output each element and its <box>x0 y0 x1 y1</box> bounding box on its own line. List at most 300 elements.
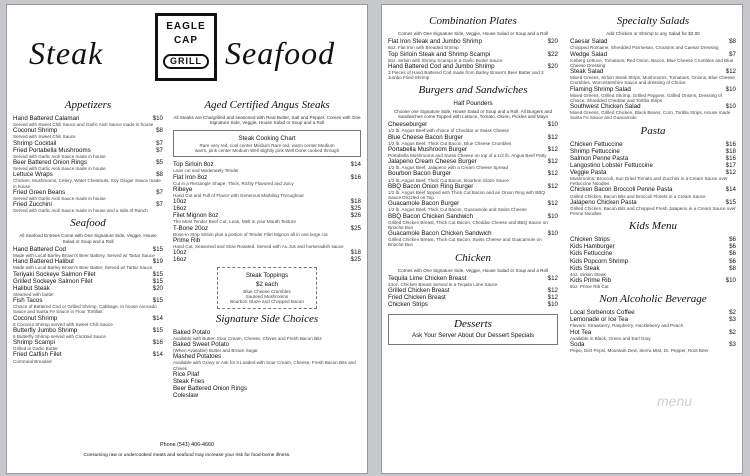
desserts-text: Ask Your Server About Our Dessert Specials <box>411 332 535 340</box>
item-price: $26 <box>350 212 361 220</box>
topping-item: Sauteed Mushrooms <box>245 294 289 300</box>
title-steak: Steak <box>29 35 104 71</box>
desserts-box <box>388 314 558 344</box>
item-price: $17 <box>725 161 736 169</box>
item-description: 8 Coconut Shrimp served with Sweet Chili Sauce <box>13 321 113 327</box>
menu-item <box>173 378 361 385</box>
menu-item-line <box>13 285 163 292</box>
menu-item <box>173 385 361 392</box>
item-price: $12 <box>547 170 558 178</box>
menu-item <box>13 147 163 159</box>
item-description: Grilled Chicken, Bacon Bits and Chopped Fresh Jalapeno in a Cream Sauce over Penne Noodles <box>570 205 736 217</box>
cooking-chart-title: Steak Cooking Chart <box>238 134 296 142</box>
menu-item-line <box>13 258 163 265</box>
menu-item <box>173 237 361 249</box>
seafood-list <box>13 246 163 364</box>
item-description: Grilled Chicken Breast, Thick Cut Bacon, Cheddar Cheese and BBQ Sauce on Brioche Bun <box>388 219 548 230</box>
item-description: 6oz. Prime Rib Cut <box>570 284 609 290</box>
kids-list <box>570 236 736 289</box>
menu-item-line <box>570 186 736 193</box>
sides-heading: Signature Side Choices <box>215 312 319 325</box>
toppings-title: Steak Toppings <box>245 272 289 280</box>
menu-item <box>173 329 361 341</box>
item-price: $12 <box>547 145 558 153</box>
item-price: $10 <box>547 212 558 220</box>
item-name: Cheeseburger <box>388 121 428 129</box>
item-price: $6 <box>729 243 736 251</box>
item-price: $16 <box>725 140 736 148</box>
menu-item-line <box>13 271 163 278</box>
item-name: Lemonade or Ice Tea <box>570 316 629 324</box>
menu-item <box>570 199 736 217</box>
cooking-chart <box>173 130 361 158</box>
title-seafood: Seafood <box>225 35 336 71</box>
menu-item <box>570 186 736 198</box>
steaks-heading: Aged Certified Angus Steaks <box>204 99 330 111</box>
menu-item-line <box>570 51 736 58</box>
item-price: $7 <box>156 139 163 147</box>
menu-item-line <box>570 329 736 336</box>
item-name: Grilled Chicken Breast <box>388 287 450 295</box>
menu-item-line <box>570 258 736 265</box>
item-name: Shrimp Fettuccine <box>570 147 620 155</box>
menu-item <box>13 189 163 201</box>
menu-item <box>13 327 163 339</box>
menu-item-line <box>570 243 736 250</box>
item-price: $12 <box>547 287 558 295</box>
burgers-note: Choose one Signature Side, House Salad or Soup and a Roll. All Burgers and Sandwiches come Topped with Lettuce, Tomato, Onion, Pickles and Mayo <box>393 108 553 119</box>
steak-toppings-box <box>217 267 317 308</box>
item-name: Kids Steak <box>570 264 600 272</box>
item-price: $8 <box>156 171 163 179</box>
item-description: (When Available) Butter and Brown Sugar <box>173 348 258 354</box>
topping-item: Blue Cheese Crumbles <box>243 289 291 295</box>
menu-item <box>13 297 163 315</box>
item-price: $15 <box>152 270 163 278</box>
item-description: Chicken, Mushrooms, Celery, Water Chestnuts, Soy Ginger Sauce made in house <box>13 178 161 189</box>
menu-item-line <box>388 287 558 294</box>
item-price: $7 <box>156 201 163 209</box>
item-price: $10 <box>725 276 736 284</box>
menu-item-line <box>388 213 558 220</box>
menu-page-right <box>381 4 743 474</box>
item-description: 8oz. Sirloin with Shrimp Scampi in a Garlic Butter Sauce <box>388 57 503 63</box>
menu-item <box>388 230 558 248</box>
menu-item-line <box>388 275 558 282</box>
item-description: Grilled Chicken Breast, Thick Cut Bacon, Swiss Cheese and Guacamole on Brioche Bun <box>388 237 542 248</box>
item-price: $5 <box>156 158 163 166</box>
seafood-note: All Seafood Entrees Come with One Signature Side, Veggie, House Salad or Soup and a Roll <box>19 233 157 244</box>
menu-item <box>13 171 163 189</box>
item-price: $14 <box>725 186 736 194</box>
item-name: Hand Battered Halibut <box>13 258 74 266</box>
menu-item-line <box>570 277 736 284</box>
chicken-heading: Chicken <box>454 251 492 264</box>
menu-item <box>173 256 361 263</box>
menu-item-line <box>388 294 558 301</box>
menu-item-line <box>570 103 736 110</box>
item-description: Mushrooms, Broccoli, Sun Dried Tomato and Zucchini in a Cream Sauce over Fettuccine Noodles <box>570 176 728 187</box>
item-price: $10 <box>547 230 558 238</box>
menu-item-line <box>13 327 163 334</box>
menu-item <box>570 316 736 328</box>
menu-item-line <box>173 205 361 212</box>
item-description: Pepsi, Diet Pepsi, Mountain Dew, Sierra Mist, Dr. Pepper, Root Beer <box>570 348 709 354</box>
item-description: Lean cut and Moderately Tender <box>173 168 239 174</box>
item-name: Flat Iron Steak and Jumbo Shrimp <box>388 38 482 46</box>
menu-item <box>173 353 361 371</box>
menu-item <box>388 146 558 158</box>
menu-item <box>388 134 558 146</box>
item-description: Bone-in Strip Sirloin plus a portion of Tender Filet Mignon all in one large cut <box>173 231 328 237</box>
menu-item-line <box>173 385 361 392</box>
item-name: Portabella Mushroom Burger <box>388 145 468 153</box>
menu-item-line <box>570 309 736 316</box>
salads-list <box>570 38 736 120</box>
item-name: Coconut Shrimp <box>13 314 58 322</box>
menu-item <box>173 186 361 198</box>
item-description: Portabella Mushrooms and Swiss Cheese on top of a 1/2 lb. Angus Beef Patty <box>388 152 547 158</box>
menu-item <box>570 258 736 265</box>
menu-item <box>388 183 558 201</box>
item-price: $6 <box>729 250 736 258</box>
menu-item <box>173 198 361 205</box>
item-description: Grilled Chicken, Bacon Bits and Broccoli Florets in a Cream Sauce <box>570 193 706 199</box>
item-description: Served with Garlic Aioli Sauce made in house <box>13 153 106 159</box>
item-description: Cut in a Rectangle Shape, Thick, Richly Flavored and Juicy <box>173 180 294 186</box>
menu-item <box>570 243 736 250</box>
item-name: Chicken Strips <box>388 301 428 309</box>
item-name: Veggie Pasta <box>570 168 607 176</box>
item-price: $7 <box>156 146 163 154</box>
menu-item-line <box>388 134 558 141</box>
item-name: Coconut Shrimp <box>13 127 58 135</box>
menu-item-line <box>570 38 736 45</box>
menu-item-line <box>570 68 736 75</box>
menu-item-line <box>13 189 163 196</box>
item-description: Available in Black, Green and Earl Gray <box>570 335 651 341</box>
item-price: $12 <box>725 68 736 76</box>
item-price: $15 <box>152 297 163 305</box>
menu-item <box>388 38 558 50</box>
item-description: 1/2 lb. Angus Beef with choice of Cheddar or Swiss Cheese <box>388 128 510 134</box>
item-name: Coleslaw <box>173 392 199 400</box>
menu-item-line <box>13 159 163 166</box>
item-description: Available with Butter, Sour Cream, Cheese, Chives and Fresh Bacon Bits <box>173 335 322 341</box>
item-price: $25 <box>350 224 361 232</box>
steaks-list <box>173 161 361 263</box>
eagle-cap-grill-logo: EAGLE CAP GRILL <box>155 13 217 81</box>
item-price: $12 <box>547 182 558 190</box>
menu-item <box>173 371 361 378</box>
burgers-subheading: Half Pounders <box>453 100 493 108</box>
menu-item-line <box>388 301 558 308</box>
item-description: Hand Cut and Full of Flavor with Generous Marbling Throughout <box>173 192 304 198</box>
item-name: Prime Rib <box>173 236 201 244</box>
menu-item-line <box>388 38 558 45</box>
menu-item-line <box>13 171 163 178</box>
cooking-chart-line: Rare very red, cool center Medium Rare red, warm center Medium <box>199 142 335 148</box>
menu-item <box>173 212 361 224</box>
item-price: $12 <box>547 294 558 302</box>
menu-item <box>388 301 558 308</box>
item-name: Beer Battered Onion Rings <box>173 384 247 392</box>
menu-item-line <box>570 199 736 206</box>
menu-item-line <box>13 297 163 304</box>
item-price: $15 <box>152 277 163 285</box>
menu-item <box>13 140 163 147</box>
toppings-price: $2 each <box>255 280 279 288</box>
item-description: Mixed Greens, Sirloin Steak Strips, Mushrooms, Tomatoes, Onions, Blue Cheese Crumbles, Worcestershire Sauce and dressing of Choice <box>570 75 735 86</box>
item-name: Fish Tacos <box>13 297 43 305</box>
salads-heading: Specialty Salads <box>616 15 690 27</box>
item-description: The Most Tender Beef Cut, Lean, Melt in your Mouth Texture <box>173 219 296 225</box>
menu-item <box>388 275 558 287</box>
menu-item <box>570 329 736 341</box>
item-price: $3 <box>729 340 736 348</box>
menu-item <box>388 294 558 301</box>
cooking-chart-line: warm, pink center Medium Well slightly pink Well Done cooked through <box>194 148 340 154</box>
menu-item <box>388 170 558 182</box>
item-name: Top Sirloin 8oz <box>173 161 214 169</box>
menu-item <box>570 169 736 187</box>
menu-item-line <box>388 158 558 165</box>
item-price: $18 <box>725 147 736 155</box>
menu-item <box>570 250 736 257</box>
item-price: $10 <box>725 103 736 111</box>
item-name: Fried Chicken Breast <box>388 294 446 302</box>
item-description: 6 Butterfly Shrimp served with Cocktail Sauce <box>13 333 106 339</box>
menu-item-line <box>570 236 736 243</box>
menu-item-line <box>570 265 736 272</box>
food-safety-disclaimer: Consuming raw or undercooked meats and seafood may increase your risk for food-borne illness. <box>83 453 291 458</box>
item-name: Guacamole Bacon Chicken Sandwich <box>388 230 492 238</box>
item-name: BBQ Bacon Chicken Sandwich <box>388 212 473 220</box>
item-name: Jalapeno Cream Cheese Burger <box>388 158 477 166</box>
item-description: Chopped Romaine, Shredded Parmesan, Croutons and Caesar Dressing <box>570 45 719 51</box>
item-name: Flaming Shrimp Salad <box>570 85 631 93</box>
menu-item <box>388 287 558 294</box>
phone-number: Phone (541) 406-4660 <box>160 442 214 448</box>
item-name: T-Bone 20oz <box>173 224 209 232</box>
menu-item-line <box>173 341 361 348</box>
item-description: Cornmeal Breaded <box>13 358 52 364</box>
menu-item-line <box>173 198 361 205</box>
item-name: Fried Portabella Mushrooms <box>13 146 91 154</box>
item-price: $12 <box>725 168 736 176</box>
item-description: 1/2 lb. Angus Beef, Thick Cut Bacon, Guacamole and Swiss Cheese <box>388 207 527 213</box>
menu-item-line <box>13 147 163 154</box>
menu-item <box>13 127 163 139</box>
menu-item-line <box>388 230 558 237</box>
item-price: $12 <box>547 200 558 208</box>
salads-note: Add Chicken or Shrimp to any Salad for $2.00 <box>606 31 700 36</box>
menu-item <box>388 200 558 212</box>
item-description: 1/2 lb. Angus Beef, Thick Cut Bacon, Blue Cheese Crumbles <box>388 140 512 146</box>
menu-item-line <box>570 250 736 257</box>
menu-item <box>570 103 736 121</box>
menu-item <box>13 351 163 363</box>
item-description: Available with Gravy or Ask for it Loaded with Sour Cream, Cheese, Fresh Bacon Bits and Chives <box>173 360 356 371</box>
item-description: Served with Sweet Chili Sauce <box>13 134 76 140</box>
menu-item-line <box>570 148 736 155</box>
kids-heading: Kids Menu <box>629 220 677 233</box>
item-name: Soda <box>570 340 585 348</box>
menu-item-line <box>173 237 361 244</box>
menu-item-line <box>13 246 163 253</box>
menu-item-line <box>173 392 361 399</box>
item-price: $8 <box>729 264 736 272</box>
menu-item <box>570 68 736 86</box>
menu-item-line <box>13 201 163 208</box>
item-price: $25 <box>350 205 361 213</box>
combination-list <box>388 38 558 80</box>
item-name: Hand Battered Cod and Jumbo Shrimp <box>388 62 495 70</box>
right-column <box>570 11 736 353</box>
watermark: menu <box>657 393 693 409</box>
item-name: BBQ Bacon Onion Ring Burger <box>388 182 474 190</box>
item-name: Grilled Sockeye Salmon Filet <box>13 277 93 285</box>
item-name: Rice Pilaf <box>173 370 200 378</box>
item-name: Tequila Lime Chicken Breast <box>388 274 467 282</box>
chicken-note: Comes with One Signature Side, Veggie, House Salad or Soup and a Roll <box>397 267 549 273</box>
item-description: Steamed with butter <box>13 291 54 297</box>
item-name: Steak Salad <box>570 68 604 76</box>
seafood-heading: Seafood <box>70 217 106 230</box>
menu-item-line <box>388 183 558 190</box>
menu-item <box>388 63 558 81</box>
item-name: 16oz <box>173 256 187 264</box>
left-column <box>13 95 163 364</box>
item-price: $15 <box>152 326 163 334</box>
item-name: Fried Zucchini <box>13 201 52 209</box>
item-name: Hand Battered Cod <box>13 245 66 253</box>
menu-item-line <box>570 316 736 323</box>
menu-item <box>13 159 163 171</box>
right-column <box>173 95 361 399</box>
item-description: Served with Garlic Aioli Sauce made in house and a side of Ranch <box>13 208 148 214</box>
menu-item-line <box>173 371 361 378</box>
chicken-list <box>388 275 558 309</box>
item-name: Top Sirloin Steak and Shrimp Scampi <box>388 50 491 58</box>
item-price: $2 <box>729 309 736 317</box>
pasta-list <box>570 141 736 217</box>
menu-item <box>13 258 163 270</box>
item-description: Iceberg Lettuce, Tomatoes, Red Onion, Bacon, Blue Cheese Crumbles and Blue Cheese Dressing <box>570 57 734 68</box>
menu-item <box>173 225 361 237</box>
item-name: Beer Battered Onion Rings <box>13 158 87 166</box>
menu-item-line <box>173 225 361 232</box>
item-price: $10 <box>547 301 558 309</box>
menu-item-line <box>388 51 558 58</box>
item-price: $2 <box>729 328 736 336</box>
appetizers-list <box>13 115 163 213</box>
item-price: $18 <box>350 198 361 206</box>
menu-item-line <box>173 161 361 168</box>
menu-item <box>570 236 736 243</box>
item-price: $16 <box>350 173 361 181</box>
item-description: Grilled in Garlic Butter <box>13 346 58 352</box>
item-price: $8 <box>729 38 736 46</box>
menu-item-line <box>13 315 163 322</box>
item-price: $14 <box>350 161 361 169</box>
steaks-note: All Steaks are Chargrilled and seasoned with Real Butter, Salt and Pepper. Comes with One Signature Side, Veggie, House Salad or Soup and a Roll <box>173 115 361 126</box>
item-price: $19 <box>152 258 163 266</box>
item-price: $15 <box>725 198 736 206</box>
item-name: Kids Hamburger <box>570 243 615 251</box>
item-name: Local Sorbenots Coffee <box>570 309 635 317</box>
item-description: Served with Garlic Aioli Sauce made in house <box>13 195 106 201</box>
item-price: $15 <box>152 245 163 253</box>
item-name: Teriyaki Sockeye Salmon Filet <box>13 270 96 278</box>
item-name: Hot Tea <box>570 328 592 336</box>
item-name: Flat Iron 8oz <box>173 173 208 181</box>
menu-item <box>13 201 163 213</box>
item-name: Halibut Steak <box>13 284 50 292</box>
menu-item-line <box>13 351 163 358</box>
item-name: Ribeye <box>173 185 193 193</box>
item-price: $25 <box>350 256 361 264</box>
item-description: Served with Sweet Chili Sauce and Garlic Aioli Sauce made in house <box>13 122 154 128</box>
item-description: 3 Pieces of Hand Battered Cod made from Barley Brown's Beer Batter and 3 Jumbo Fried Shrimp <box>388 69 544 81</box>
menu-item <box>388 121 558 133</box>
item-price: $20 <box>152 284 163 292</box>
topping-item: Bourbon Glaze and Chopped Bacon <box>230 299 304 305</box>
menu-item-line <box>570 86 736 93</box>
menu-item <box>570 265 736 277</box>
item-name: Chicken Bacon Broccoli Penne Pasta <box>570 186 673 194</box>
item-name: Bourbon Bacon Burger <box>388 170 451 178</box>
beverages-list <box>570 309 736 353</box>
menu-item <box>173 205 361 212</box>
item-price: $10 <box>725 85 736 93</box>
item-name: Langostino Lobster Fettuccine <box>570 161 653 169</box>
menu-item <box>173 341 361 353</box>
menu-item-line <box>388 63 558 70</box>
menu-item <box>173 392 361 399</box>
item-name: Kids Prime Rib <box>570 276 611 284</box>
menu-item-line <box>570 141 736 148</box>
pasta-heading: Pasta <box>640 124 666 137</box>
item-description: 1/2 lb. Angus Beef, Thick Cut Bacon, Bourbon Glaze Sauce <box>388 177 509 183</box>
item-name: Chicken Strips <box>570 236 610 244</box>
menu-item-line <box>13 278 163 285</box>
item-description: Flavors: Strawberry, Raspberry, Huckleberry and Peach <box>570 323 684 329</box>
item-name: Kids Popcorn Shrimp <box>570 257 629 265</box>
item-name: Fried Catfish Filet <box>13 351 62 359</box>
item-name: 10oz <box>173 198 187 206</box>
item-description: 4oz. Sirloin Steak <box>570 271 606 277</box>
item-price: $14 <box>152 314 163 322</box>
beverages-heading: Non Alcoholic Beverage <box>599 293 707 306</box>
item-price: $6 <box>729 236 736 244</box>
item-name: Chicken Fettuccine <box>570 140 623 148</box>
menu-item-line <box>173 329 361 336</box>
menu-item-line <box>570 169 736 176</box>
menu-item <box>173 174 361 186</box>
item-name: Shrimp Cocktail <box>13 139 57 147</box>
item-price: $7 <box>156 188 163 196</box>
item-name: Southwest Chicken Salad <box>570 103 641 111</box>
menu-item-line <box>388 200 558 207</box>
item-name: Caesar Salad <box>570 38 608 46</box>
item-name: Fried Green Beans <box>13 188 66 196</box>
menu-item <box>570 162 736 169</box>
item-price: $16 <box>152 339 163 347</box>
desserts-heading: Desserts <box>454 318 492 331</box>
item-name: Filet Mignon 8oz <box>173 212 219 220</box>
item-name: Baked Sweet Potato <box>173 340 230 348</box>
